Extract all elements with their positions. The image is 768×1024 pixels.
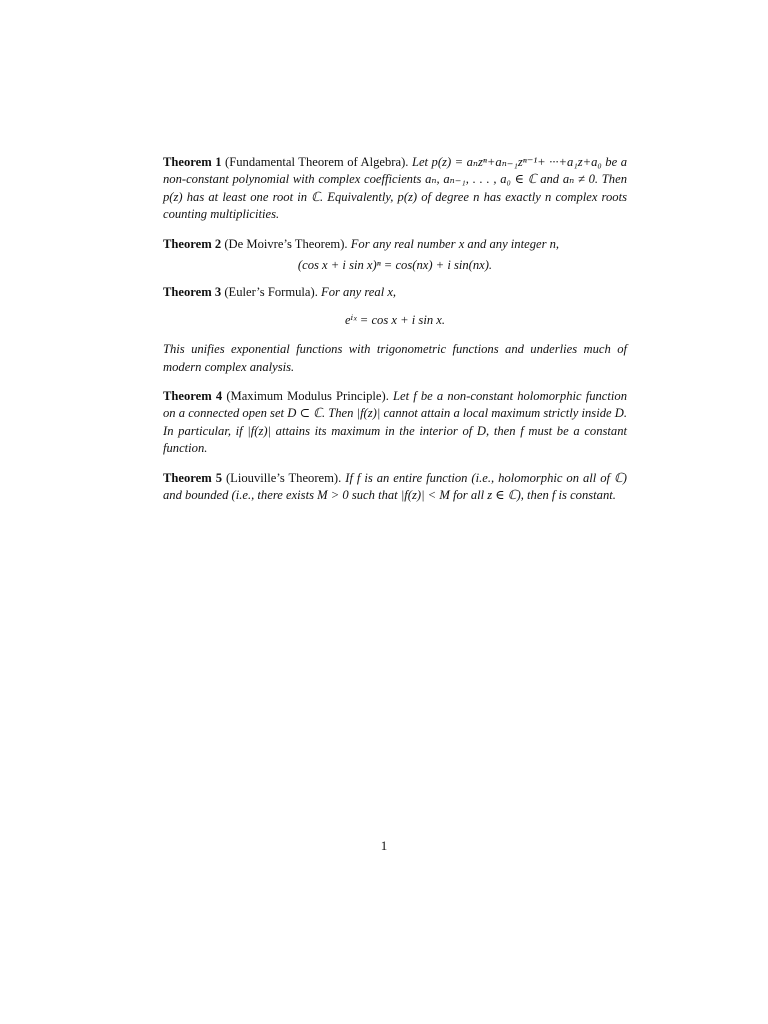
theorem-list [163, 154, 627, 517]
theorem-3-heading: Theorem 3 [163, 285, 222, 300]
theorem-3 [163, 284, 627, 301]
theorem-1 [163, 154, 627, 224]
theorem-1-heading: Theorem 1 [163, 155, 222, 169]
theorem-3-equation: eⁱˣ = cos x + i sin x. [344, 312, 446, 327]
theorem-3-name: (Euler’s Formula). [224, 285, 318, 300]
theorem-2-statement: For any real number x and any integer n, [350, 236, 560, 251]
theorem-1-name: (Fundamental Theorem of Algebra). [225, 155, 409, 169]
theorem-5 [163, 470, 627, 505]
theorem-4-name: (Maximum Modulus Principle). [226, 389, 389, 404]
theorem-4 [163, 388, 627, 458]
theorem-4-statement: Let f be a non-constant holomorphic function on a connected open set D ⊂ ℂ. Then |f(z)| cannot attain a local maximum strictly inside D. In particular, if |f(z)| attains its maximum in the interior of D, then f must be a constant function. [163, 389, 627, 456]
theorem-2 [163, 236, 627, 253]
page-number: 1 [380, 838, 388, 853]
theorem-3-statement: For any real x, [321, 285, 397, 300]
theorem-4-heading: Theorem 4 [163, 389, 223, 404]
theorem-3-remark: This unifies exponential functions with trigonometric functions and underlies much of modern complex analysis. [163, 342, 627, 374]
theorem-2-name: (De Moivre’s Theorem). [224, 236, 348, 251]
theorem-1-statement: Let p(z) = aₙzⁿ+aₙ₋₁zⁿ⁻¹+ ···+a₁z+a₀ be a non-constant polynomial with complex coefficients aₙ, aₙ₋₁, . . . , a₀ ∈ ℂ and aₙ ≠ 0. Then p(z) has at least one root in ℂ. Equivalently, p(z) of degree n has exactly n complex roots counting multiplicities. [163, 155, 627, 222]
theorem-5-heading: Theorem 5 [163, 470, 222, 485]
theorem-5-statement: If f is an entire function (i.e., holomorphic on all of ℂ) and bounded (i.e., there exists M > 0 such that |f(z)| < M for all z ∈ ℂ), then f is constant. [163, 470, 627, 503]
theorem-5-name: (Liouville’s Theorem). [225, 470, 342, 485]
theorem-2-heading: Theorem 2 [163, 236, 222, 251]
theorem-2-equation: (cos x + i sin x)ⁿ = cos(nx) + i sin(nx). [297, 258, 493, 273]
